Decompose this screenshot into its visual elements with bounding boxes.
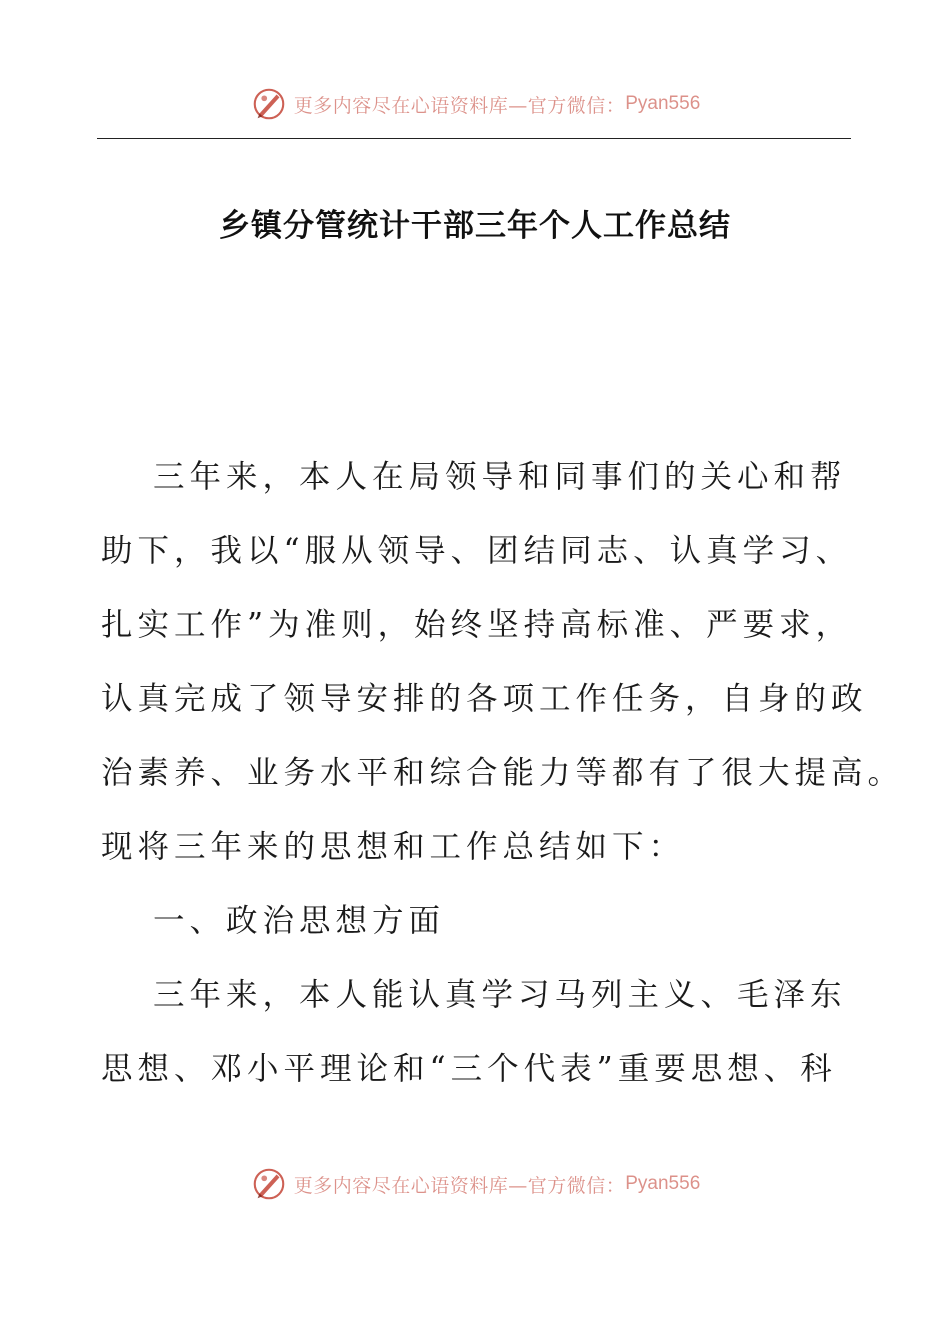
pen-logo-icon: [250, 85, 288, 123]
body-line: 现将三年来的思想和工作总结如下：: [101, 829, 686, 865]
watermark-wechat-id: Pyan556: [625, 1173, 701, 1194]
header-watermark: [0, 82, 950, 126]
document-title: 乡镇分管统计干部三年个人工作总结: [219, 208, 731, 244]
body-line: 治素养、业务水平和综合能力等都有了很大提高。: [101, 755, 905, 791]
watermark-brand-text: 更多内容尽在心语资料库—官方微信：: [293, 94, 626, 117]
section-heading: 一、政治思想方面: [153, 903, 446, 939]
body-line: 助下，我以“服从领导、团结同志、认真学习、: [101, 533, 853, 569]
pen-logo-icon: [250, 1165, 288, 1203]
body-line: 扎实工作”为准则，始终坚持高标准、严要求，: [101, 607, 853, 643]
watermark-brand-text: 更多内容尽在心语资料库—官方微信：: [293, 1174, 626, 1197]
footer-watermark: [0, 1162, 950, 1206]
watermark-wechat-id: Pyan556: [625, 93, 701, 114]
body-line: 三年来，本人在局领导和同事们的关心和帮: [153, 459, 847, 495]
body-line: 三年来，本人能认真学习马列主义、毛泽东: [153, 977, 847, 1013]
body-line: 认真完成了领导安排的各项工作任务，自身的政: [101, 681, 868, 717]
document-body: [101, 440, 905, 1106]
body-line: 思想、邓小平理论和“三个代表”重要思想、科: [101, 1051, 837, 1087]
header-divider: [97, 138, 851, 139]
